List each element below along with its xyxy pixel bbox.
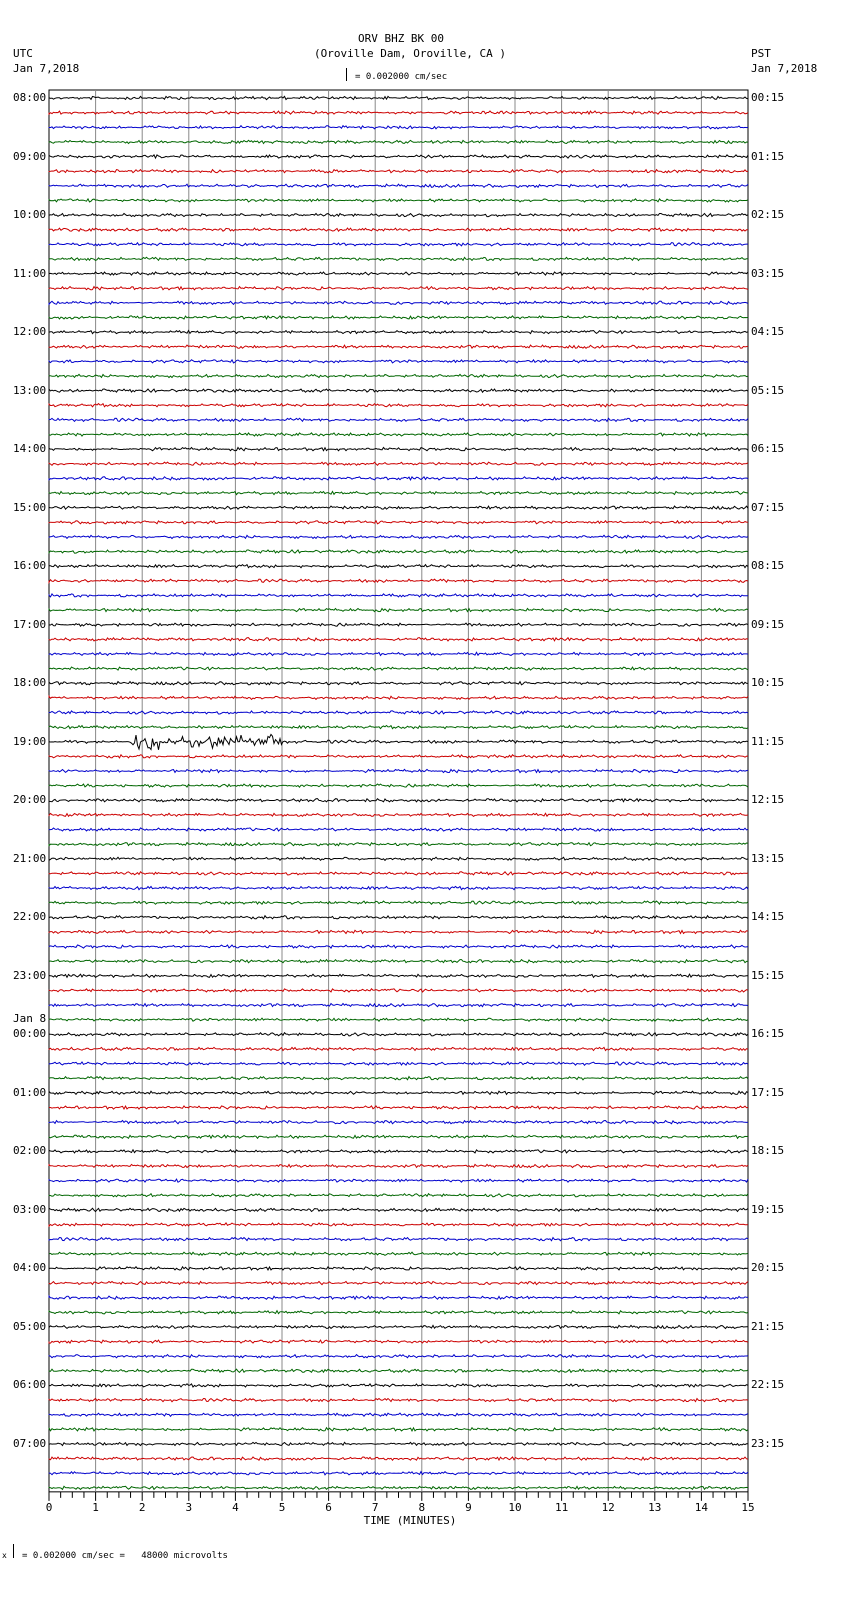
seismic-trace bbox=[49, 1325, 748, 1328]
utc-hour-label: 17:00 bbox=[13, 617, 47, 631]
seismic-trace bbox=[49, 550, 748, 553]
seismic-trace bbox=[49, 301, 748, 304]
seismic-trace bbox=[49, 1340, 748, 1343]
x-tick-label: 4 bbox=[232, 1500, 239, 1514]
seismic-trace bbox=[49, 872, 748, 875]
seismic-trace bbox=[49, 1223, 748, 1226]
seismic-trace bbox=[49, 1047, 748, 1050]
seismic-trace bbox=[49, 930, 748, 933]
seismic-trace bbox=[49, 1384, 748, 1387]
seismic-trace bbox=[49, 140, 748, 143]
seismic-trace bbox=[49, 1077, 748, 1080]
pst-hour-label: 12:15 bbox=[751, 793, 785, 807]
utc-hour-label: 13:00 bbox=[13, 383, 47, 397]
seismic-trace bbox=[49, 696, 748, 699]
seismic-trace bbox=[49, 1091, 748, 1094]
seismic-trace bbox=[49, 1486, 748, 1489]
pst-hour-label: 01:15 bbox=[751, 149, 785, 163]
seismic-trace bbox=[49, 1267, 748, 1270]
seismic-trace bbox=[49, 257, 748, 260]
seismic-trace bbox=[49, 638, 748, 641]
seismic-trace bbox=[49, 1457, 748, 1460]
seismic-trace bbox=[49, 594, 748, 597]
pst-hour-label: 09:15 bbox=[751, 617, 785, 631]
utc-hour-label: 20:00 bbox=[13, 793, 47, 807]
seismic-trace bbox=[49, 404, 748, 407]
seismic-trace bbox=[49, 1179, 748, 1182]
utc-hour-label: 12:00 bbox=[13, 325, 47, 339]
x-axis-label: TIME (MINUTES) bbox=[363, 1514, 457, 1527]
pst-hour-label: 13:15 bbox=[751, 851, 785, 865]
seismic-trace bbox=[49, 989, 748, 992]
x-tick-label: 15 bbox=[741, 1500, 755, 1514]
seismic-trace bbox=[49, 1296, 748, 1299]
seismic-trace bbox=[49, 579, 748, 582]
seismic-trace bbox=[49, 1121, 748, 1124]
seismic-trace bbox=[49, 857, 748, 860]
seismic-trace bbox=[49, 228, 748, 231]
seismic-trace bbox=[49, 96, 748, 99]
utc-hour-label: 19:00 bbox=[13, 734, 47, 748]
pst-hour-label: 11:15 bbox=[751, 734, 785, 748]
seismic-trace bbox=[49, 506, 748, 509]
seismic-trace bbox=[49, 1018, 748, 1021]
utc-hour-label: 21:00 bbox=[13, 851, 47, 865]
utc-hour-label: 11:00 bbox=[13, 266, 47, 280]
seismic-trace bbox=[49, 331, 748, 334]
seismic-trace bbox=[49, 1208, 748, 1211]
seismic-trace bbox=[49, 755, 748, 758]
x-tick-label: 14 bbox=[694, 1500, 709, 1514]
x-tick-label: 7 bbox=[371, 1500, 379, 1514]
seismic-trace bbox=[49, 652, 748, 655]
seismic-trace bbox=[49, 345, 748, 348]
utc-hour-label: 02:00 bbox=[13, 1144, 47, 1158]
seismic-trace bbox=[49, 521, 748, 524]
seismic-trace bbox=[49, 316, 748, 319]
pst-hour-label: 07:15 bbox=[751, 500, 785, 514]
seismic-trace bbox=[49, 945, 748, 948]
pst-hour-label: 18:15 bbox=[751, 1144, 785, 1158]
seismic-trace bbox=[49, 886, 748, 889]
pst-hour-label: 05:15 bbox=[751, 383, 785, 397]
seismic-trace bbox=[49, 1062, 748, 1065]
seismic-trace bbox=[49, 843, 748, 846]
x-tick-label: 5 bbox=[278, 1500, 286, 1514]
seismic-trace bbox=[49, 389, 748, 392]
x-tick-label: 9 bbox=[465, 1500, 472, 1514]
utc-hour-label: 03:00 bbox=[13, 1202, 47, 1216]
seismic-trace bbox=[49, 1442, 748, 1445]
seismic-trace bbox=[49, 418, 748, 421]
x-tick-label: 3 bbox=[185, 1500, 193, 1514]
pst-hour-label: 19:15 bbox=[751, 1202, 785, 1216]
seismic-trace bbox=[49, 1106, 748, 1109]
seismic-trace bbox=[49, 711, 748, 714]
seismic-trace bbox=[49, 243, 748, 246]
utc-hour-label: 08:00 bbox=[13, 91, 47, 104]
right-timezone: PST bbox=[751, 47, 771, 60]
seismic-trace bbox=[49, 901, 748, 904]
utc-hour-label: 23:00 bbox=[13, 968, 47, 982]
left-timezone: UTC bbox=[13, 47, 33, 60]
seismic-trace bbox=[49, 1369, 748, 1372]
utc-hour-label: 18:00 bbox=[13, 676, 47, 690]
chart-title: ORV BHZ BK 00 bbox=[357, 32, 445, 45]
seismic-trace bbox=[49, 1252, 748, 1255]
utc-hour-label: 16:00 bbox=[13, 559, 47, 573]
seismic-trace bbox=[49, 609, 748, 612]
seismic-trace bbox=[49, 374, 748, 377]
seismic-trace bbox=[49, 1194, 748, 1197]
seismic-trace bbox=[49, 769, 748, 772]
seismic-trace bbox=[49, 448, 748, 451]
pst-hour-label: 20:15 bbox=[751, 1261, 785, 1275]
utc-hour-label: 01:00 bbox=[13, 1085, 47, 1099]
utc-hour-label: 10:00 bbox=[13, 208, 47, 222]
seismic-trace bbox=[49, 170, 748, 173]
chart-subtitle: (Oroville Dam, Oroville, CA ) bbox=[313, 47, 507, 60]
seismic-trace bbox=[49, 111, 748, 114]
seismic-trace bbox=[49, 734, 748, 749]
pst-hour-label: 00:15 bbox=[751, 91, 785, 104]
pst-hour-label: 02:15 bbox=[751, 208, 785, 222]
x-tick-label: 10 bbox=[508, 1500, 522, 1514]
pst-hour-label: 10:15 bbox=[751, 676, 785, 690]
footer-scale-label: = 0.002000 cm/sec = 48000 microvolts bbox=[22, 1551, 228, 1561]
seismic-trace bbox=[49, 828, 748, 831]
x-tick-label: 8 bbox=[418, 1500, 426, 1514]
seismic-trace bbox=[49, 360, 748, 363]
left-date: Jan 7,2018 bbox=[13, 62, 80, 75]
utc-hour-label: 07:00 bbox=[13, 1436, 47, 1450]
seismic-trace bbox=[49, 1355, 748, 1358]
pst-hour-label: 08:15 bbox=[751, 559, 785, 573]
seismic-trace bbox=[49, 1311, 748, 1314]
seismic-trace bbox=[49, 477, 748, 480]
seismic-trace bbox=[49, 916, 748, 919]
utc-hour-label: 22:00 bbox=[13, 910, 47, 924]
seismic-trace bbox=[49, 214, 748, 217]
utc-hour-label: 04:00 bbox=[13, 1261, 47, 1275]
seismic-trace bbox=[49, 462, 748, 465]
seismic-trace bbox=[49, 1004, 748, 1007]
seismic-trace bbox=[49, 1033, 748, 1036]
pst-hour-label: 17:15 bbox=[751, 1085, 785, 1099]
x-tick-label: 2 bbox=[138, 1500, 146, 1514]
seismic-trace bbox=[49, 491, 748, 494]
x-tick-label: 1 bbox=[92, 1500, 99, 1514]
seismic-trace bbox=[49, 155, 748, 158]
seismic-trace bbox=[49, 623, 748, 626]
pst-hour-label: 21:15 bbox=[751, 1319, 785, 1333]
seismic-trace bbox=[49, 1135, 748, 1138]
utc-hour-label: 15:00 bbox=[13, 500, 47, 514]
footer-marker: x bbox=[2, 1551, 7, 1560]
x-tick-label: 6 bbox=[325, 1500, 332, 1514]
x-tick-label: 11 bbox=[554, 1500, 569, 1514]
pst-hour-label: 15:15 bbox=[751, 968, 785, 982]
pst-hour-label: 06:15 bbox=[751, 442, 785, 456]
pst-hour-label: 23:15 bbox=[751, 1436, 785, 1450]
seismic-trace bbox=[49, 784, 748, 787]
pst-hour-label: 04:15 bbox=[751, 325, 785, 339]
right-date: Jan 7,2018 bbox=[751, 62, 818, 75]
seismic-trace bbox=[49, 126, 748, 129]
utc-hour-label: 14:00 bbox=[13, 442, 47, 456]
seismic-trace bbox=[49, 184, 748, 187]
seismic-trace bbox=[49, 199, 748, 202]
utc-hour-label: 05:00 bbox=[13, 1319, 47, 1333]
pst-hour-label: 03:15 bbox=[751, 266, 785, 280]
utc-hour-label: 00:00 bbox=[13, 1027, 47, 1041]
seismic-trace bbox=[49, 1399, 748, 1402]
pst-hour-label: 16:15 bbox=[751, 1027, 785, 1041]
seismic-trace bbox=[49, 287, 748, 290]
utc-hour-label: 06:00 bbox=[13, 1378, 47, 1392]
pst-hour-label: 14:15 bbox=[751, 910, 785, 924]
seismic-trace bbox=[49, 813, 748, 816]
date-change-label: Jan 8 bbox=[13, 1012, 47, 1026]
seismic-trace bbox=[49, 682, 748, 685]
seismic-trace bbox=[49, 272, 748, 275]
seismic-trace bbox=[49, 565, 748, 568]
seismic-trace bbox=[49, 1428, 748, 1431]
seismic-trace bbox=[49, 960, 748, 963]
seismic-trace bbox=[49, 1413, 748, 1416]
x-tick-label: 13 bbox=[648, 1500, 662, 1514]
utc-hour-label: 09:00 bbox=[13, 149, 47, 163]
seismic-trace bbox=[49, 1282, 748, 1285]
seismic-trace bbox=[49, 667, 748, 670]
x-tick-label: 0 bbox=[45, 1500, 53, 1514]
seismic-trace bbox=[49, 799, 748, 802]
seismic-trace bbox=[49, 1238, 748, 1241]
seismic-trace bbox=[49, 1150, 748, 1153]
seismic-trace bbox=[49, 1164, 748, 1167]
seismic-trace bbox=[49, 535, 748, 538]
seismic-trace bbox=[49, 433, 748, 436]
scale-label: = 0.002000 cm/sec bbox=[355, 72, 448, 82]
pst-hour-label: 22:15 bbox=[751, 1378, 785, 1392]
seismic-trace bbox=[49, 974, 748, 977]
seismic-trace bbox=[49, 1472, 748, 1475]
plot-frame bbox=[49, 90, 748, 1492]
seismic-trace bbox=[49, 726, 748, 729]
x-tick-label: 12 bbox=[601, 1500, 615, 1514]
